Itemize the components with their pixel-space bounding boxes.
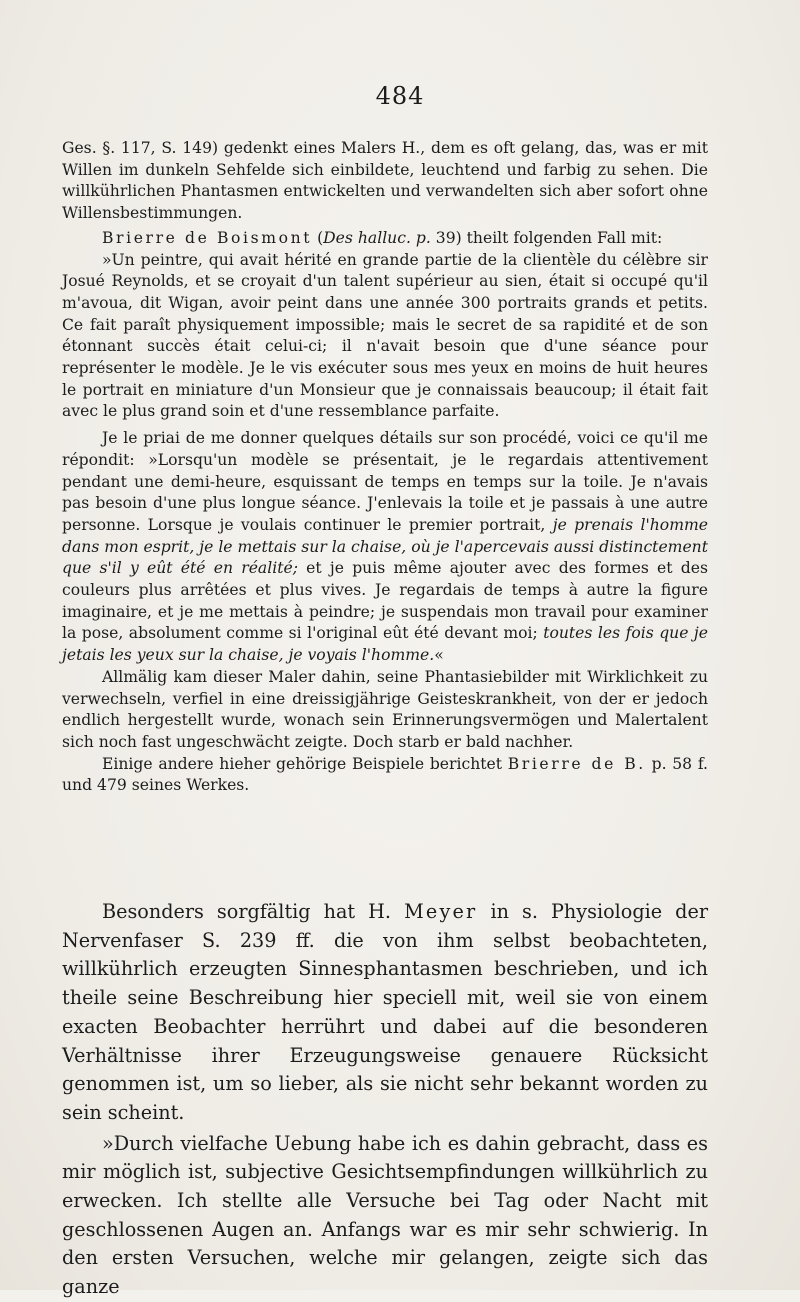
text-intro-rest: 39) theilt folgenden Fall mit: bbox=[430, 228, 663, 247]
page-number: 484 bbox=[375, 82, 425, 110]
procede-italic-b: je prenais l'homme dans mon esprit, je le mettais sur la chaise, où je l'apercevais aussi distinctement que s'il y eût été en réalité; bbox=[62, 515, 708, 578]
procede-italic-d: toutes les fois que je jetais les yeux sur la chaise, je voyais l'homme. bbox=[62, 624, 708, 665]
source-title: Des halluc. p. bbox=[323, 228, 431, 247]
text-open-paren: ( bbox=[312, 228, 324, 247]
paragraph-procede bbox=[62, 428, 708, 667]
paragraph-french-quote: »Un peintre, qui avait hérité en grande partie de la clientèle du célèbre sir Josué Reynolds, et se croyait d'un talent supérieur au sien, était si occupé qu'il m'avoua, dit Wigan, avoir peint dans une année 300 portraits grands et petits. Ce fait paraît physiquement impossible; mais le secret de sa rapidité et de son étonnant succès était celui-ci; il n'avait besoin que d'une séance pour représenter le modèle. Je le vis exécuter sous mes yeux en moins de huit heures le portrait en miniature d'un Monsieur que je connaissais beaucoup; il était fait avec le plus grand soin et d'une ressemblance parfaite. bbox=[62, 250, 708, 421]
paragraph-allmalig: Allmälig kam dieser Maler dahin, seine Phantasiebilder mit Wirklichkeit zu verwechseln, verfiel in eine dreissigjährige Geisteskrankheit, von der er jedoch endlich hergestellt wurde, wonach sein Erinnerungsvermögen und Malertalent sich noch fast ungeschwächt zeigte. Doch starb er bald nachher. bbox=[62, 667, 708, 751]
author-name-meyer: Meyer bbox=[404, 900, 478, 923]
paragraph-einige bbox=[62, 754, 708, 797]
paragraph-uebung: »Durch vielfache Uebung habe ich es dahin gebracht, dass es mir möglich ist, subjective Gesichtsempfindungen willkührlich zu erwecken. Ich stellte alle Versuche bei Tag oder Nacht mit geschlossenen Augen an. Anfangs war es mir sehr schwierig. In den ersten Versuchen, welche mir gelangen, zeigte sich das ganze bbox=[62, 1131, 708, 1299]
small-print-section bbox=[62, 138, 708, 797]
main-text-section bbox=[62, 898, 708, 1302]
einige-text-b: p. 58 f. und 479 seines Werkes. bbox=[62, 754, 708, 795]
paragraph-malers-h: Ges. §. 117, S. 149) gedenkt eines Malers H., dem es oft gelang, das, was er mit Willen im dunkeln Sehfelde sich einbildete, leuchtend und farbig zu sehen. Die willkührlichen Phantasmen entwickelten und verwandelten sich aber sofort ohne Willensbestimmungen. bbox=[62, 139, 708, 223]
paragraph-meyer bbox=[62, 898, 708, 1128]
paragraph-brierre-intro bbox=[62, 228, 708, 250]
procede-text-a: Je le priai de me donner quelques détails sur son procédé, voici ce qu'il me répondit: »Lorsqu'un modèle se présentait, je le regardais attentivement pendant une demi-heure, esquissant de temps en temps sur la toile. Je n'avais pas besoin d'une plus longue séance. J'enlevais la toile et je passais à une autre personne. Lorsque je voulais continuer le premier portrait, bbox=[62, 429, 708, 534]
procede-close-quote: « bbox=[434, 646, 444, 665]
meyer-text-a: Besonders sorgfältig hat H. bbox=[102, 900, 405, 923]
procede-text-c: et je puis même ajouter avec des formes et des couleurs plus arrêtées et plus vives. Je regardais de temps à autre la figure imaginaire, et je me mettais à peindre; je suspendais mon travail pour examiner la pose, absolument comme si l'original eût été devant moi; bbox=[62, 559, 708, 643]
meyer-text-b: in s. Physiologie der Nervenfaser S. 239 ff. die von ihm selbst beobachteten, willkührlich erzeugten Sinnesphantasmen beschrieben, und ich theile seine Beschreibung hier speciell mit, weil sie von einem exacten Beobachter herrührt und dabei auf die besonderen Verhältnisse ihrer Erzeugungsweise genauere Rücksicht genommen ist, um so lieber, als sie nicht sehr bekannt worden zu sein scheint. bbox=[62, 900, 708, 1124]
einige-text-a: Einige andere hieher gehörige Beispiele berichtet bbox=[102, 754, 508, 773]
author-name-brierre: Brierre de Boismont bbox=[102, 228, 313, 247]
author-name-brierre-short: Brierre de B. bbox=[507, 754, 646, 773]
